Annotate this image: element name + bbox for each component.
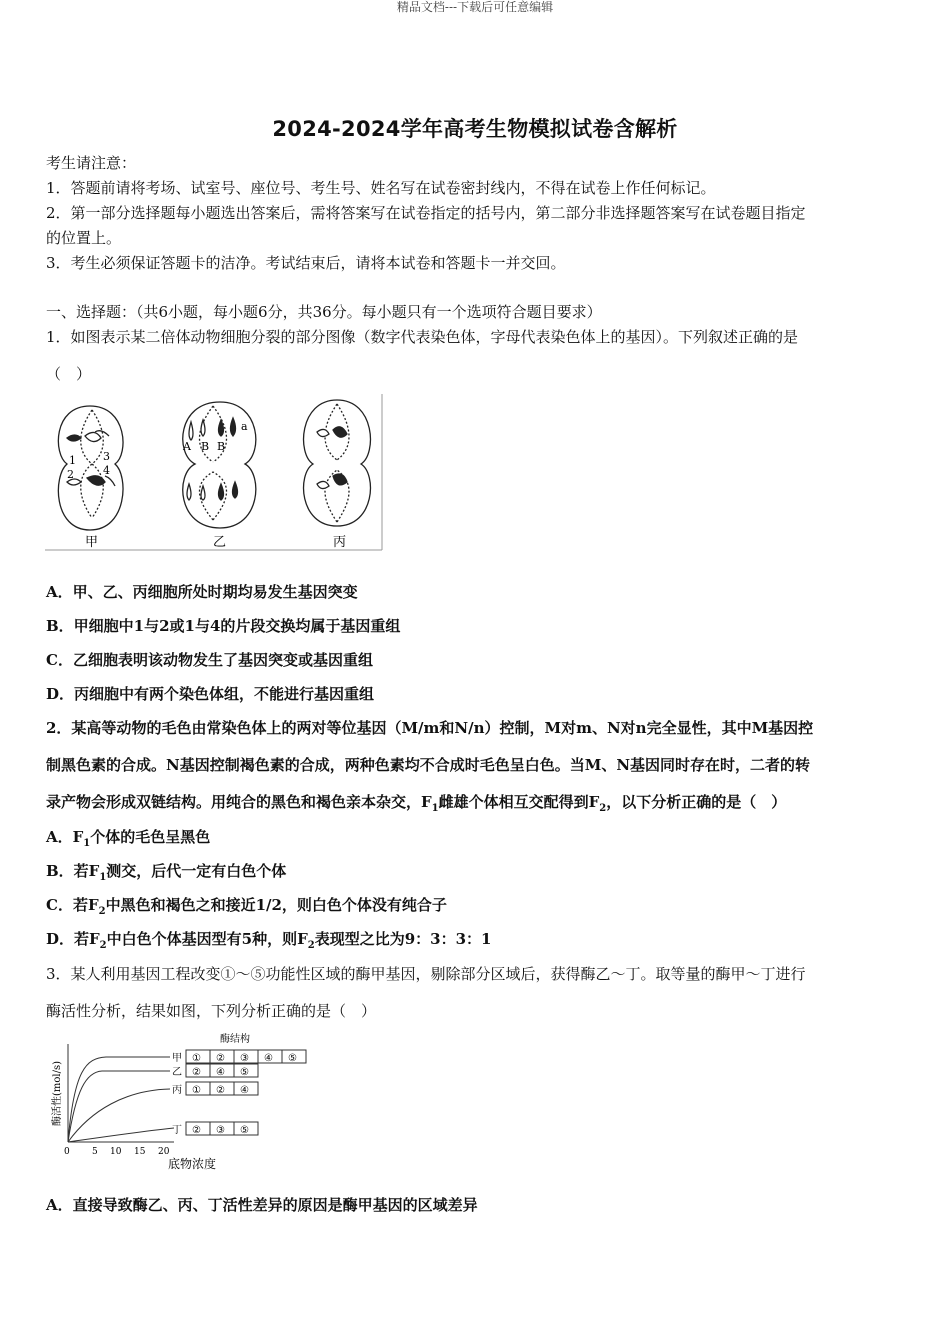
enzyme-activity-figure xyxy=(46,1030,316,1175)
q2-c-pre: C．若F xyxy=(46,896,99,914)
gene-label-B2: B xyxy=(217,440,226,453)
sub-2: 2 xyxy=(98,906,106,917)
curve-ding xyxy=(68,1128,174,1142)
sub-2: 2 xyxy=(99,940,107,951)
q2-option-d xyxy=(46,928,906,951)
q1-paren: （ ） xyxy=(46,365,92,383)
page-title: 2024-2024学年高考生物模拟试卷含解析 xyxy=(272,117,678,141)
region-jia-1: ① xyxy=(192,1053,201,1064)
gene-label-B1: B xyxy=(201,440,210,453)
section-heading: 一、选择题：（共6小题，每小题6分，共36分。每小题只有一个选项符合题目要求） xyxy=(46,303,602,321)
q2-d-post: 表现型之比为9：3：3：1 xyxy=(314,930,492,948)
q2-option-a xyxy=(46,826,906,849)
region-ding-3: ⑤ xyxy=(240,1125,249,1136)
chromosome-label-4: 4 xyxy=(103,464,110,477)
q1-option-a: A．甲、乙、丙细胞所处时期均易发生基因突变 xyxy=(46,583,358,601)
q1-option-c: C．乙细胞表明该动物发生了基因突变或基因重组 xyxy=(46,651,373,669)
sub-2: 2 xyxy=(599,803,607,814)
enzyme-label-bing: 丙 xyxy=(172,1085,182,1096)
figure-label-yi: 乙 xyxy=(213,535,227,550)
region-yi-2: ④ xyxy=(216,1067,225,1078)
q2-line-3 xyxy=(46,791,906,814)
q1-option-b: B．甲细胞中1与2或1与4的片段交换均属于基因重组 xyxy=(46,617,401,635)
region-jia-2: ② xyxy=(216,1053,225,1064)
q2-b-pre: B．若F xyxy=(46,862,100,880)
q2-line-2: 制黑色素的合成。N基因控制褐色素的合成，两种色素均不合成时毛色呈白色。当M、N基因同时存在时，二者的转 xyxy=(46,756,811,774)
header-note: 精品文档---下载后可任意编辑 xyxy=(396,0,554,14)
gene-label-a: a xyxy=(241,420,248,433)
enzyme-label-jia: 甲 xyxy=(172,1053,182,1064)
notice-item-1: 1．答题前请将考场、试室号、座位号、考生号、姓名写在试卷密封线内，不得在试卷上作任何标记。 xyxy=(46,179,716,197)
q2-d-pre: D．若F xyxy=(46,930,100,948)
enzyme-label-ding: 丁 xyxy=(172,1125,182,1136)
q2-c-post: 中黑色和褐色之和接近1/2，则白色个体没有纯合子 xyxy=(105,896,447,914)
chromosome-label-2: 2 xyxy=(67,468,74,481)
notice-item-2: 2．第一部分选择题每小题选出答案后，需将答案写在试卷指定的括号内，第二部分非选择题答案写在试卷题目指定 xyxy=(46,204,806,222)
figure-label-jia: 甲 xyxy=(85,535,99,550)
notice-item-3: 3．考生必须保证答题卡的洁净。考试结束后，请将本试卷和答题卡一并交回。 xyxy=(46,254,566,272)
region-jia-4: ④ xyxy=(264,1053,273,1064)
region-bing-3: ④ xyxy=(240,1085,249,1096)
gene-label-A: A xyxy=(183,440,191,453)
q2-option-b xyxy=(46,860,906,883)
q2-b-post: 测交，后代一定有白色个体 xyxy=(106,862,287,880)
x-tick-20: 20 xyxy=(158,1147,170,1157)
chromosome-label-1: 1 xyxy=(69,454,76,467)
region-ding-1: ② xyxy=(192,1125,201,1136)
q3-line-2: 酶活性分析，结果如图，下列分析正确的是（ ） xyxy=(46,1002,377,1020)
q2-line-3-mid: 雌雄个体相互交配得到F xyxy=(438,793,600,811)
sub-1: 1 xyxy=(431,803,439,814)
q2-line-1: 2．某高等动物的毛色由常染色体上的两对等位基因（M/m和N/n）控制，M对m、N对n完全显性，其中M基因控 xyxy=(46,719,814,737)
cell-division-figure xyxy=(45,392,383,552)
q2-a-post: 个体的毛色呈黑色 xyxy=(90,828,211,846)
sub-1: 1 xyxy=(83,838,91,849)
x-tick-10: 10 xyxy=(110,1147,122,1157)
table-title: 酶结构 xyxy=(220,1034,250,1045)
q3-option-a: A．直接导致酶乙、丙、丁活性差异的原因是酶甲基因的区域差异 xyxy=(46,1196,478,1214)
q1-option-d: D．丙细胞中有两个染色体组，不能进行基因重组 xyxy=(46,685,375,703)
x-tick-5: 5 xyxy=(92,1147,98,1157)
region-bing-1: ① xyxy=(192,1085,201,1096)
q2-option-c xyxy=(46,894,906,917)
q1-stem: 1．如图表示某二倍体动物细胞分裂的部分图像（数字代表染色体，字母代表染色体上的基因）。下列叙述正确的是 xyxy=(46,328,799,346)
notice-item-2-cont: 的位置上。 xyxy=(46,229,122,247)
region-yi-1: ② xyxy=(192,1067,201,1078)
region-jia-5: ⑤ xyxy=(288,1053,297,1064)
region-ding-2: ③ xyxy=(216,1125,225,1136)
y-axis-label: 酶活性(mol/s) xyxy=(52,1060,63,1126)
q2-a-pre: A．F xyxy=(46,828,84,846)
x-axis-label: 底物浓度 xyxy=(168,1157,217,1171)
sub-1: 1 xyxy=(99,872,107,883)
q3-line-1: 3．某人利用基因工程改变①～⑤功能性区域的酶甲基因，剔除部分区域后，获得酶乙～丁。取等量的酶甲～丁进行 xyxy=(46,965,806,983)
notice-heading: 考生请注意： xyxy=(46,154,137,172)
x-tick-15: 15 xyxy=(134,1147,146,1157)
enzyme-label-yi: 乙 xyxy=(172,1067,182,1078)
sub-2: 2 xyxy=(307,940,315,951)
cell-bing xyxy=(304,400,371,526)
region-yi-3: ⑤ xyxy=(240,1067,249,1078)
chromosome-label-3: 3 xyxy=(103,450,110,463)
q2-line-3-pre: 录产物会形成双链结构。用纯合的黑色和褐色亲本杂交，F xyxy=(46,793,432,811)
curve-yi xyxy=(68,1071,170,1142)
q2-d-mid: 中白色个体基因型有5种，则F xyxy=(106,930,308,948)
region-bing-2: ② xyxy=(216,1085,225,1096)
q2-line-3-post: ，以下分析正确的是（ ） xyxy=(606,793,787,811)
x-tick-0: 0 xyxy=(64,1147,70,1157)
figure-label-bing: 丙 xyxy=(333,535,347,550)
curve-bing xyxy=(68,1089,170,1142)
region-jia-3: ③ xyxy=(240,1053,249,1064)
